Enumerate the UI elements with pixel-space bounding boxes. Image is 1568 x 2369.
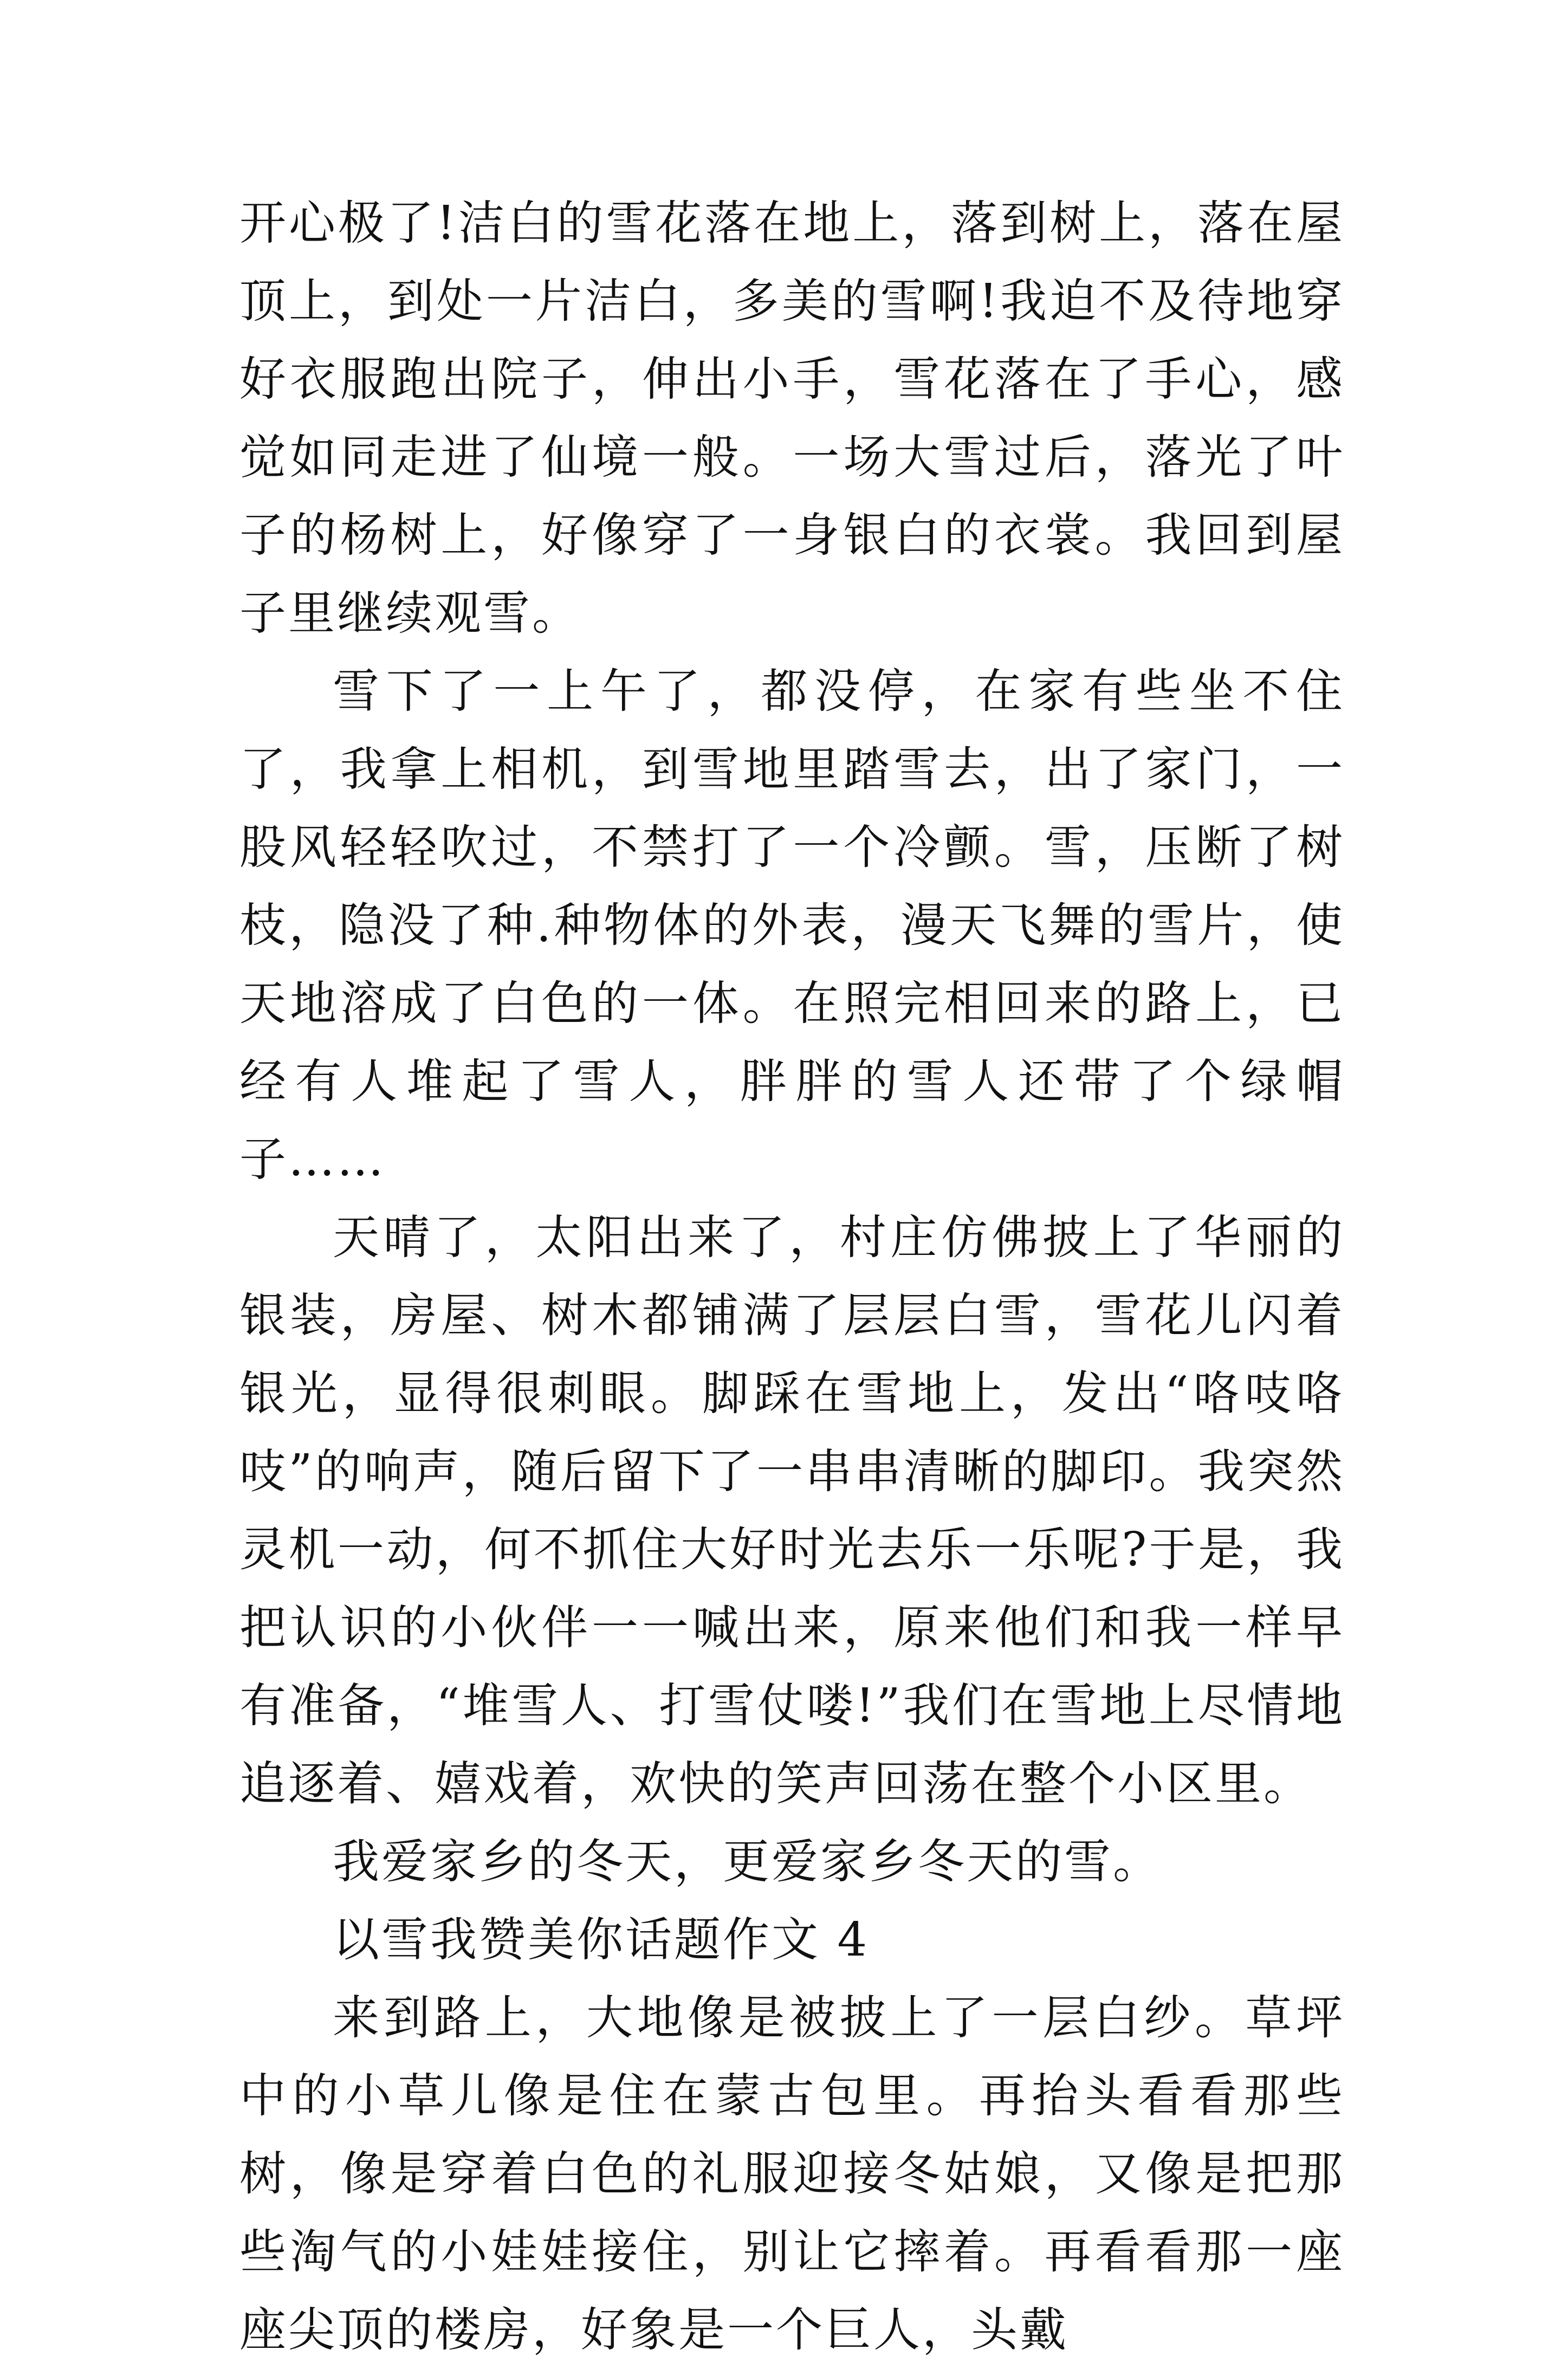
section-heading: 以雪我赞美你话题作文 4 [333, 1913, 870, 1967]
paragraph-3: 天晴了，太阳出来了，村庄仿佛披上了华丽的银装，房屋、树木都铺满了层层白雪，雪花儿闪着银光，显得很刺眼。脚踩在雪地上，发出“咯吱咯吱”的响声，随后留下了一串串清晰的脚印。我突然灵机一动，何不抓住大好时光去乐一乐呢?于是，我把认识的小伙伴一一喊出来，原来他们和我一样早有准备，“堆雪人、打雪仗喽!”我们在雪地上尽情地追逐着、嬉戏着，欢快的笑声回荡在整个小区里。 [239, 1211, 1345, 1811]
article-body [239, 184, 1345, 2369]
paragraph-1: 开心极了!洁白的雪花落在地上，落到树上，落在屋顶上，到处一片洁白，多美的雪啊!我迫不及待地穿好衣服跑出院子，伸出小手，雪花落在了手心，感觉如同走进了仙境一般。一场大雪过后，落光了叶子的杨树上，好像穿了一身银白的衣裳。我回到屋子里继续观雪。 [239, 196, 1345, 640]
paragraph-5: 来到路上，大地像是被披上了一层白纱。草坪中的小草儿像是住在蒙古包里。再抬头看看那些树，像是穿着白色的礼服迎接冬姑娘，又像是把那些淘气的小娃娃接住，别让它摔着。再看看那一座座尖顶的楼房，好象是一个巨人，头戴 [239, 1991, 1345, 2357]
paragraph-2: 雪下了一上午了，都没停，在家有些坐不住了，我拿上相机，到雪地里踏雪去，出了家门，一股风轻轻吹过，不禁打了一个冷颤。雪，压断了树枝，隐没了种.种物体的外表，漫天飞舞的雪片，使天地溶成了白色的一体。在照完相回来的路上，已经有人堆起了雪人，胖胖的雪人还带了个绿帽子…… [239, 664, 1345, 1187]
paragraph-4: 我爱家乡的冬天，更爱家乡冬天的雪。 [333, 1835, 1162, 1889]
